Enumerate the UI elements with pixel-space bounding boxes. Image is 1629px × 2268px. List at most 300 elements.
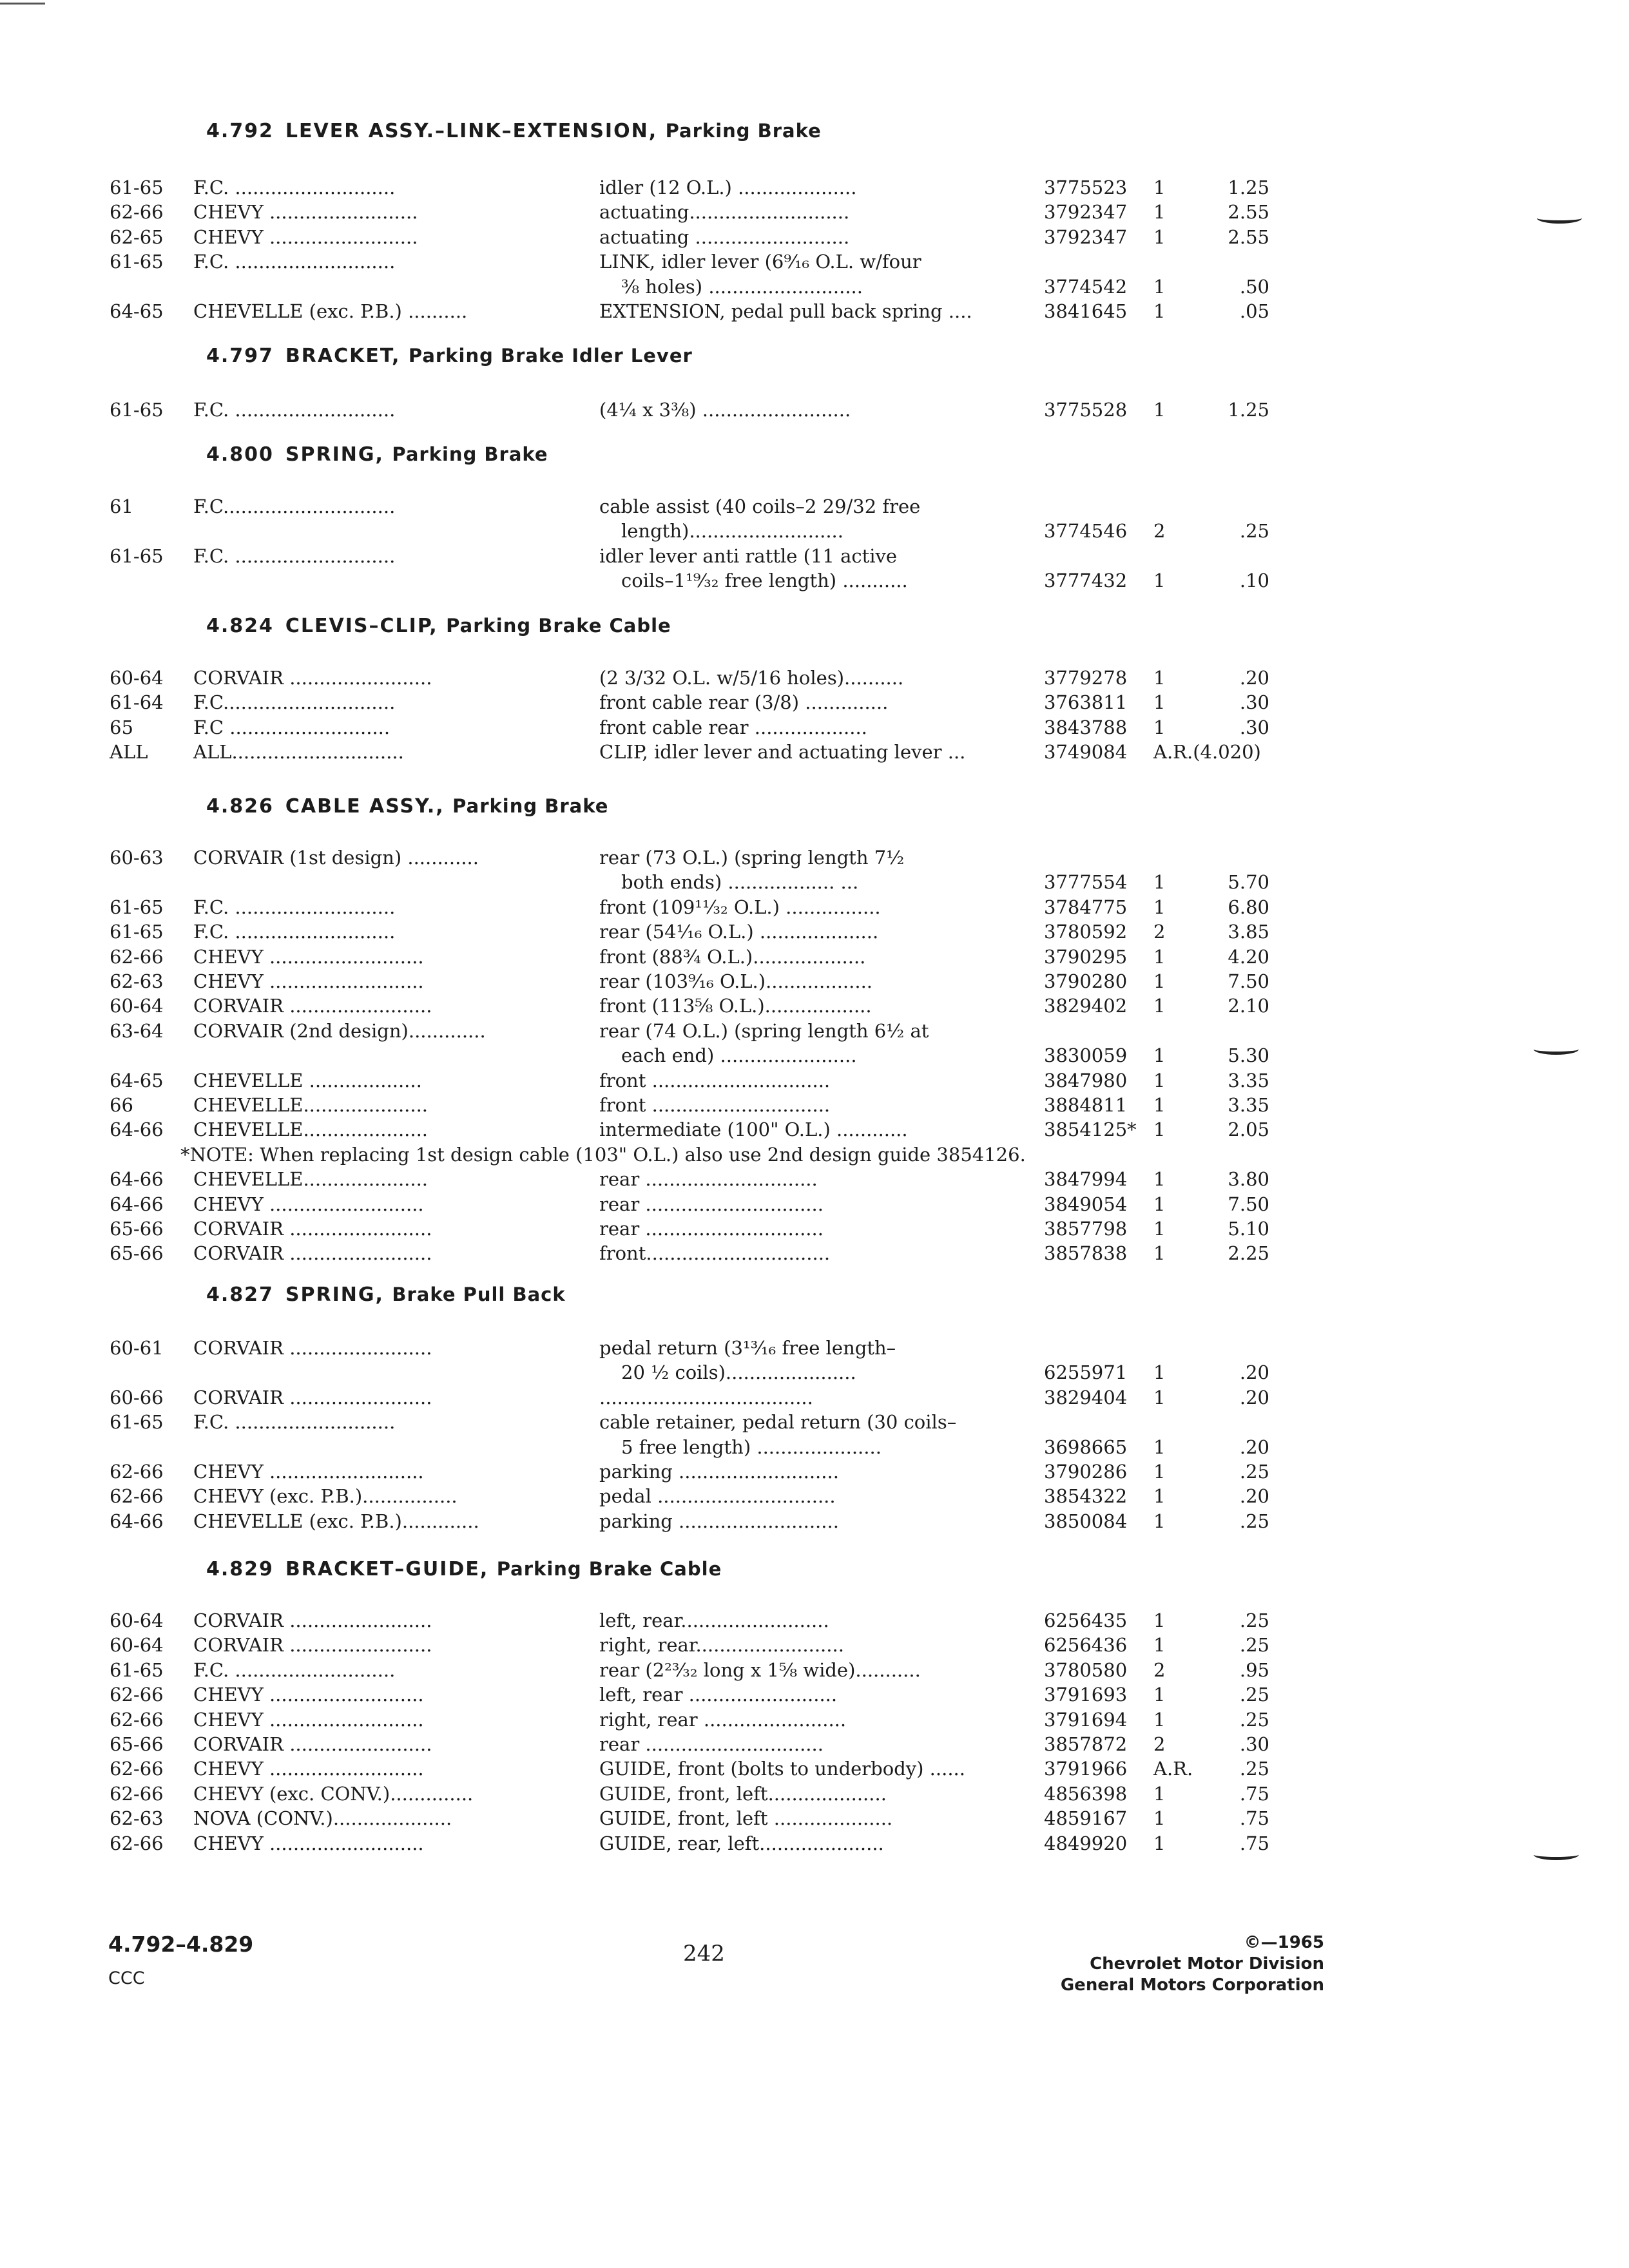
part-number-cell: 3850084 <box>1044 1510 1128 1532</box>
description-cell: rear (2²³⁄₃₂ long x 1⅝ wide)........... <box>599 1658 921 1681</box>
year-cell: 61-65 <box>110 251 164 273</box>
table-row <box>0 1336 1629 1360</box>
price-cell: .25 <box>1239 1610 1269 1631</box>
quantity-cell: 1 <box>1153 691 1166 714</box>
model-cell: CHEVELLE ................... <box>193 1069 422 1091</box>
part-number-cell: 3777554 <box>1044 871 1128 894</box>
model-cell: CHEVY .......................... <box>193 945 424 968</box>
model-cell: CORVAIR (1st design) ............ <box>193 847 479 869</box>
part-number-cell: 3749084 <box>1044 741 1128 764</box>
description-cell: .................................... <box>599 1386 813 1408</box>
model-cell: CORVAIR ........................ <box>193 667 432 689</box>
footer-copyright: ©—1965 <box>1244 1933 1324 1952</box>
part-number-cell: 3784775 <box>1044 896 1128 918</box>
part-number-cell: 3792347 <box>1044 201 1128 224</box>
table-row <box>0 870 1629 894</box>
quantity-cell: 1 <box>1153 1436 1166 1458</box>
quantity-cell: 1 <box>1153 1708 1166 1731</box>
quantity-cell: 1 <box>1153 226 1166 248</box>
quantity-cell: 1 <box>1153 995 1166 1017</box>
part-number-cell: 3775528 <box>1044 399 1128 421</box>
part-number-cell: 3847994 <box>1044 1168 1128 1191</box>
model-cell: F.C. ........................... <box>193 896 396 918</box>
note-row <box>0 1142 1629 1167</box>
quantity-cell: 2 <box>1153 1658 1166 1681</box>
table-row <box>0 969 1629 994</box>
model-cell: F.C. ........................... <box>193 399 396 421</box>
table-row <box>0 200 1629 224</box>
year-cell: 65-66 <box>110 1242 164 1265</box>
model-cell: CORVAIR ........................ <box>193 1386 432 1408</box>
table-row <box>0 1806 1629 1831</box>
table-row <box>0 1756 1629 1781</box>
year-cell: 62-66 <box>110 1461 164 1483</box>
year-cell: 61-65 <box>110 1658 164 1681</box>
description-cell: LINK, idler lever (6⁹⁄₁₆ O.L. w/four <box>599 251 921 273</box>
year-cell: 62-66 <box>110 1782 164 1805</box>
quantity-cell: 1 <box>1153 1361 1166 1384</box>
quantity-cell: 1 <box>1153 300 1166 322</box>
model-cell: F.C. ........................... <box>193 177 396 198</box>
model-cell: F.C. ........................... <box>193 1411 396 1434</box>
price-cell: 2.55 <box>1228 226 1269 248</box>
part-number-cell: 3857872 <box>1044 1733 1128 1755</box>
year-cell: 61-64 <box>110 691 164 714</box>
model-cell: CHEVY .......................... <box>193 1758 424 1780</box>
description-cell: GUIDE, front, left .................... <box>599 1807 893 1830</box>
quantity-cell: 1 <box>1153 570 1166 592</box>
description-cell: front (109¹¹⁄₃₂ O.L.) ................ <box>599 896 881 918</box>
year-cell: 66 <box>110 1094 133 1116</box>
price-cell: .30 <box>1239 1733 1269 1755</box>
quantity-cell: 1 <box>1153 871 1166 894</box>
table-row <box>0 666 1629 690</box>
table-row <box>0 1216 1629 1241</box>
description-cell: front cable rear ................... <box>599 716 867 738</box>
table-row <box>0 1682 1629 1707</box>
description-cell: rear (73 O.L.) (spring length 7½ <box>599 847 905 869</box>
quantity-cell: 1 <box>1153 399 1166 421</box>
part-number-cell: 3791693 <box>1044 1684 1128 1706</box>
price-cell: .30 <box>1239 716 1269 738</box>
table-row <box>0 740 1629 764</box>
section-title <box>206 120 822 142</box>
table-row <box>0 715 1629 740</box>
description-cell: front (88¾ O.L.)................... <box>599 945 866 968</box>
description-cell: right, rear ........................ <box>599 1708 847 1731</box>
price-cell: .50 <box>1239 275 1269 298</box>
table-row <box>0 1410 1629 1434</box>
part-number-cell: 6255971 <box>1044 1361 1128 1384</box>
table-row <box>0 544 1629 568</box>
table-row <box>0 1117 1629 1142</box>
year-cell: 65-66 <box>110 1218 164 1240</box>
price-cell: .10 <box>1239 570 1269 592</box>
year-cell: 61 <box>110 495 133 517</box>
corner-mark <box>0 3 45 5</box>
description-cell: intermediate (100" O.L.) ............ <box>599 1119 908 1141</box>
table-row <box>0 945 1629 969</box>
price-cell: .20 <box>1239 1361 1269 1384</box>
section-number: 4.827 <box>206 1283 274 1306</box>
quantity-cell: 1 <box>1153 1782 1166 1805</box>
table-row <box>0 1732 1629 1756</box>
section-subtitle: Parking Brake Cable <box>446 615 671 637</box>
year-cell: 64-66 <box>110 1510 164 1532</box>
price-cell: .20 <box>1239 1436 1269 1458</box>
section-number: 4.797 <box>206 345 274 367</box>
year-cell: 62-66 <box>110 1708 164 1731</box>
price-cell: 5.70 <box>1228 871 1269 894</box>
quantity-cell: 1 <box>1153 1044 1166 1067</box>
price-cell: .25 <box>1239 520 1269 543</box>
description-cell: ⅜ holes) .......................... <box>621 275 863 298</box>
year-cell: 60-64 <box>110 995 164 1017</box>
table-row <box>0 994 1629 1018</box>
quantity-cell: 1 <box>1153 1807 1166 1830</box>
part-number-cell: 3829402 <box>1044 995 1128 1017</box>
year-cell: 64-66 <box>110 1193 164 1215</box>
section-number: 4.824 <box>206 615 274 637</box>
year-cell: 61-65 <box>110 177 164 198</box>
year-cell: 60-63 <box>110 847 164 869</box>
quantity-cell: 1 <box>1153 1684 1166 1706</box>
model-cell: CHEVY (exc. P.B.)................ <box>193 1485 458 1508</box>
year-cell: 64-66 <box>110 1119 164 1141</box>
table-row <box>0 568 1629 593</box>
price-cell: 6.80 <box>1228 896 1269 918</box>
section-title <box>206 1558 722 1581</box>
part-number-cell: 3830059 <box>1044 1044 1128 1067</box>
table-row <box>0 1459 1629 1484</box>
description-cell: length).......................... <box>621 520 843 543</box>
price-cell: 4.20 <box>1228 945 1269 968</box>
year-cell: 60-66 <box>110 1386 164 1408</box>
model-cell: CHEVY .......................... <box>193 1708 424 1731</box>
price-cell: .75 <box>1239 1832 1269 1854</box>
part-number-cell: 3698665 <box>1044 1436 1128 1458</box>
price-cell: 5.30 <box>1228 1044 1269 1067</box>
model-cell: CHEVY .......................... <box>193 970 424 992</box>
model-cell: F.C. ........................... <box>193 251 396 273</box>
price-cell: 1.25 <box>1228 177 1269 198</box>
model-cell: CORVAIR (2nd design)............. <box>193 1019 486 1042</box>
part-number-cell: 3779278 <box>1044 667 1128 689</box>
price-cell: .75 <box>1239 1782 1269 1805</box>
model-cell: CORVAIR ........................ <box>193 1610 432 1631</box>
description-cell: EXTENSION, pedal pull back spring .... <box>599 300 972 322</box>
quantity-cell: 2 <box>1153 520 1166 543</box>
price-cell: 2.10 <box>1228 995 1269 1017</box>
section-title <box>206 795 608 818</box>
model-cell: CHEVY .......................... <box>193 1193 424 1215</box>
section-subtitle: Parking Brake <box>665 120 822 142</box>
year-cell: 61-65 <box>110 399 164 421</box>
model-cell: ALL............................. <box>193 741 404 764</box>
table-row <box>0 1509 1629 1533</box>
table-row <box>0 1435 1629 1459</box>
model-cell: CORVAIR ........................ <box>193 1337 432 1359</box>
part-number-cell: 3847980 <box>1044 1069 1128 1091</box>
model-cell: CHEVELLE..................... <box>193 1119 429 1141</box>
section-subtitle: Parking Brake Cable <box>496 1558 722 1580</box>
price-cell: .25 <box>1239 1758 1269 1780</box>
description-cell: left, rear......................... <box>599 1610 829 1631</box>
footnote-text: *NOTE: When replacing 1st design cable (103" O.L.) also use 2nd design guide 3854126. <box>180 1143 1026 1166</box>
section-number: 4.792 <box>206 120 274 142</box>
description-cell: front cable rear (3/8) .............. <box>599 691 889 714</box>
section-heading: SPRING, <box>285 443 384 466</box>
table-row <box>0 249 1629 274</box>
description-cell: cable assist (40 coils–2 29/32 free <box>599 495 921 517</box>
model-cell: CHEVY .......................... <box>193 1461 424 1483</box>
description-cell: rear .............................. <box>599 1733 824 1755</box>
part-number-cell: 3780580 <box>1044 1658 1128 1681</box>
table-row <box>0 1633 1629 1657</box>
footer-code: CCC <box>108 1968 145 1988</box>
price-cell: .25 <box>1239 1708 1269 1731</box>
description-cell: front............................... <box>599 1242 831 1265</box>
quantity-cell: 1 <box>1153 177 1166 198</box>
price-cell: .05 <box>1239 300 1269 322</box>
description-cell: pedal .............................. <box>599 1485 836 1508</box>
year-cell: 62-66 <box>110 1832 164 1854</box>
page-number: 242 <box>683 1941 725 1966</box>
description-cell: 20 ½ coils)...................... <box>621 1361 856 1384</box>
table-row <box>0 690 1629 715</box>
table-row <box>0 299 1629 323</box>
table-row <box>0 1608 1629 1633</box>
table-row <box>0 1360 1629 1385</box>
section-title <box>206 345 693 367</box>
quantity-cell: A.R. <box>1153 1758 1193 1780</box>
part-number-cell: 3791966 <box>1044 1758 1128 1780</box>
table-row <box>0 175 1629 200</box>
description-cell: (4¼ x 3⅜) ......................... <box>599 399 851 421</box>
section-title <box>206 615 671 637</box>
description-cell: front (113⅝ O.L.).................. <box>599 995 872 1017</box>
year-cell: 63-64 <box>110 1019 164 1042</box>
price-cell: 3.85 <box>1228 921 1269 943</box>
model-cell: F.C. ........................... <box>193 1658 396 1681</box>
part-number-cell: 3854322 <box>1044 1485 1128 1508</box>
year-cell: 62-63 <box>110 970 164 992</box>
price-cell: 1.25 <box>1228 399 1269 421</box>
table-row <box>0 1385 1629 1410</box>
table-row <box>0 1167 1629 1191</box>
table-row <box>0 1484 1629 1508</box>
price-cell: .95 <box>1239 1658 1269 1681</box>
margin-tick-mark <box>1537 213 1582 224</box>
quantity-cell: 1 <box>1153 945 1166 968</box>
part-number-cell: 3777432 <box>1044 570 1128 592</box>
section-subtitle: Parking Brake <box>392 443 548 465</box>
section-number: 4.800 <box>206 443 274 466</box>
year-cell: 64-66 <box>110 1168 164 1191</box>
quantity-cell: 1 <box>1153 1832 1166 1854</box>
price-cell: .75 <box>1239 1807 1269 1830</box>
part-number-cell: 3775523 <box>1044 177 1128 198</box>
section-title <box>206 443 548 466</box>
year-cell: 61-65 <box>110 544 164 567</box>
part-number-cell: 3774546 <box>1044 520 1128 543</box>
footer-range: 4.792–4.829 <box>108 1932 254 1957</box>
price-cell: 5.10 <box>1228 1218 1269 1240</box>
quantity-cell: 1 <box>1153 1242 1166 1265</box>
description-cell: CLIP, idler lever and actuating lever ... <box>599 741 966 764</box>
year-cell: 62-66 <box>110 945 164 968</box>
part-number-cell: 6256436 <box>1044 1634 1128 1657</box>
model-cell: F.C............................. <box>193 495 396 517</box>
description-cell: front .............................. <box>599 1069 831 1091</box>
quantity-cell: 1 <box>1153 275 1166 298</box>
model-cell: F.C. ........................... <box>193 921 396 943</box>
year-cell: 62-66 <box>110 1485 164 1508</box>
part-number-cell: 3763811 <box>1044 691 1128 714</box>
part-number-cell: 6256435 <box>1044 1610 1128 1631</box>
part-number-cell: 3841645 <box>1044 300 1128 322</box>
table-row <box>0 1782 1629 1806</box>
table-row <box>0 398 1629 422</box>
year-cell: 62-66 <box>110 1684 164 1706</box>
price-cell: 3.35 <box>1228 1094 1269 1116</box>
section-heading: CLEVIS–CLIP, <box>285 615 438 637</box>
year-cell: 60-64 <box>110 1634 164 1657</box>
quantity-cell: 1 <box>1153 1218 1166 1240</box>
description-cell: rear .............................. <box>599 1193 824 1215</box>
model-cell: CORVAIR ........................ <box>193 1634 432 1657</box>
quantity-cell: A.R.(4.020) <box>1153 741 1261 764</box>
section-title <box>206 1283 566 1306</box>
model-cell: CHEVELLE (exc. P.B.) .......... <box>193 300 468 322</box>
year-cell: 60-64 <box>110 1610 164 1631</box>
model-cell: CHEVY ......................... <box>193 226 418 248</box>
part-number-cell: 3774542 <box>1044 275 1128 298</box>
quantity-cell: 1 <box>1153 1461 1166 1483</box>
description-cell: actuating .......................... <box>599 226 850 248</box>
table-row <box>0 1241 1629 1265</box>
section-subtitle: Parking Brake <box>452 795 609 817</box>
table-row <box>0 1043 1629 1068</box>
quantity-cell: 1 <box>1153 1069 1166 1091</box>
price-cell: .20 <box>1239 667 1269 689</box>
part-number-cell: 4859167 <box>1044 1807 1128 1830</box>
year-cell: 65-66 <box>110 1733 164 1755</box>
description-cell: 5 free length) ..................... <box>621 1436 882 1458</box>
year-cell: 61-65 <box>110 1411 164 1434</box>
table-row <box>0 274 1629 299</box>
table-row <box>0 1658 1629 1682</box>
table-row <box>0 1707 1629 1732</box>
price-cell: 7.50 <box>1228 1193 1269 1215</box>
description-cell: rear ............................. <box>599 1168 818 1191</box>
table-row <box>0 845 1629 870</box>
model-cell: F.C ........................... <box>193 716 390 738</box>
model-cell: CHEVY .......................... <box>193 1832 424 1854</box>
model-cell: F.C. ........................... <box>193 544 396 567</box>
footer-corporation: General Motors Corporation <box>1060 1975 1324 1995</box>
model-cell: CHEVELLE (exc. P.B.)............. <box>193 1510 479 1532</box>
model-cell: CHEVELLE..................... <box>193 1168 429 1191</box>
model-cell: CHEVELLE..................... <box>193 1094 429 1116</box>
year-cell: 61-65 <box>110 896 164 918</box>
description-cell: idler (12 O.L.) .................... <box>599 177 857 198</box>
part-number-cell: 3790280 <box>1044 970 1128 992</box>
description-cell: (2 3/32 O.L. w/5/16 holes).......... <box>599 667 904 689</box>
description-cell: both ends) .................. ... <box>621 871 859 894</box>
model-cell: CORVAIR ........................ <box>193 995 432 1017</box>
quantity-cell: 1 <box>1153 1094 1166 1116</box>
quantity-cell: 1 <box>1153 970 1166 992</box>
description-cell: idler lever anti rattle (11 active <box>599 544 898 567</box>
price-cell: .25 <box>1239 1461 1269 1483</box>
table-row <box>0 1019 1629 1043</box>
price-cell: 3.35 <box>1228 1069 1269 1091</box>
part-number-cell: 3790295 <box>1044 945 1128 968</box>
price-cell: .30 <box>1239 691 1269 714</box>
part-number-cell: 4856398 <box>1044 1782 1128 1805</box>
table-row <box>0 494 1629 519</box>
section-number: 4.826 <box>206 795 274 818</box>
table-row <box>0 1093 1629 1117</box>
price-cell: .20 <box>1239 1386 1269 1408</box>
model-cell: F.C............................. <box>193 691 396 714</box>
price-cell: .25 <box>1239 1510 1269 1532</box>
quantity-cell: 1 <box>1153 716 1166 738</box>
year-cell: 60-61 <box>110 1337 164 1359</box>
quantity-cell: 1 <box>1153 896 1166 918</box>
part-number-cell: 3790286 <box>1044 1461 1128 1483</box>
quantity-cell: 1 <box>1153 1386 1166 1408</box>
description-cell: rear (54¹⁄₁₆ O.L.) .................... <box>599 921 879 943</box>
year-cell: 64-65 <box>110 300 164 322</box>
description-cell: parking ........................... <box>599 1510 839 1532</box>
quantity-cell: 2 <box>1153 1733 1166 1755</box>
section-subtitle: Brake Pull Back <box>392 1283 566 1305</box>
year-cell: 62-66 <box>110 201 164 224</box>
price-cell: 3.80 <box>1228 1168 1269 1191</box>
model-cell: NOVA (CONV.).................... <box>193 1807 452 1830</box>
quantity-cell: 1 <box>1153 1610 1166 1631</box>
model-cell: CHEVY (exc. CONV.).............. <box>193 1782 474 1805</box>
quantity-cell: 2 <box>1153 921 1166 943</box>
section-heading: CABLE ASSY., <box>285 795 445 818</box>
quantity-cell: 1 <box>1153 667 1166 689</box>
model-cell: CHEVY ......................... <box>193 201 418 224</box>
section-heading: BRACKET–GUIDE, <box>285 1558 489 1581</box>
part-number-cell: 3829404 <box>1044 1386 1128 1408</box>
quantity-cell: 1 <box>1153 201 1166 224</box>
quantity-cell: 1 <box>1153 1510 1166 1532</box>
section-heading: SPRING, <box>285 1283 384 1306</box>
description-cell: GUIDE, front (bolts to underbody) ...... <box>599 1758 965 1780</box>
year-cell: 65 <box>110 716 133 738</box>
model-cell: CORVAIR ........................ <box>193 1733 432 1755</box>
table-row <box>0 1831 1629 1856</box>
model-cell: CHEVY .......................... <box>193 1684 424 1706</box>
year-cell: 62-65 <box>110 226 164 248</box>
quantity-cell: 1 <box>1153 1168 1166 1191</box>
description-cell: pedal return (3¹³⁄₁₆ free length– <box>599 1337 896 1359</box>
description-cell: GUIDE, front, left.................... <box>599 1782 887 1805</box>
section-subtitle: Parking Brake Idler Lever <box>408 345 693 367</box>
year-cell: 62-63 <box>110 1807 164 1830</box>
table-row <box>0 895 1629 919</box>
part-number-cell: 3792347 <box>1044 226 1128 248</box>
part-number-cell: 4849920 <box>1044 1832 1128 1854</box>
part-number-cell: 3857838 <box>1044 1242 1128 1265</box>
year-cell: 61-65 <box>110 921 164 943</box>
